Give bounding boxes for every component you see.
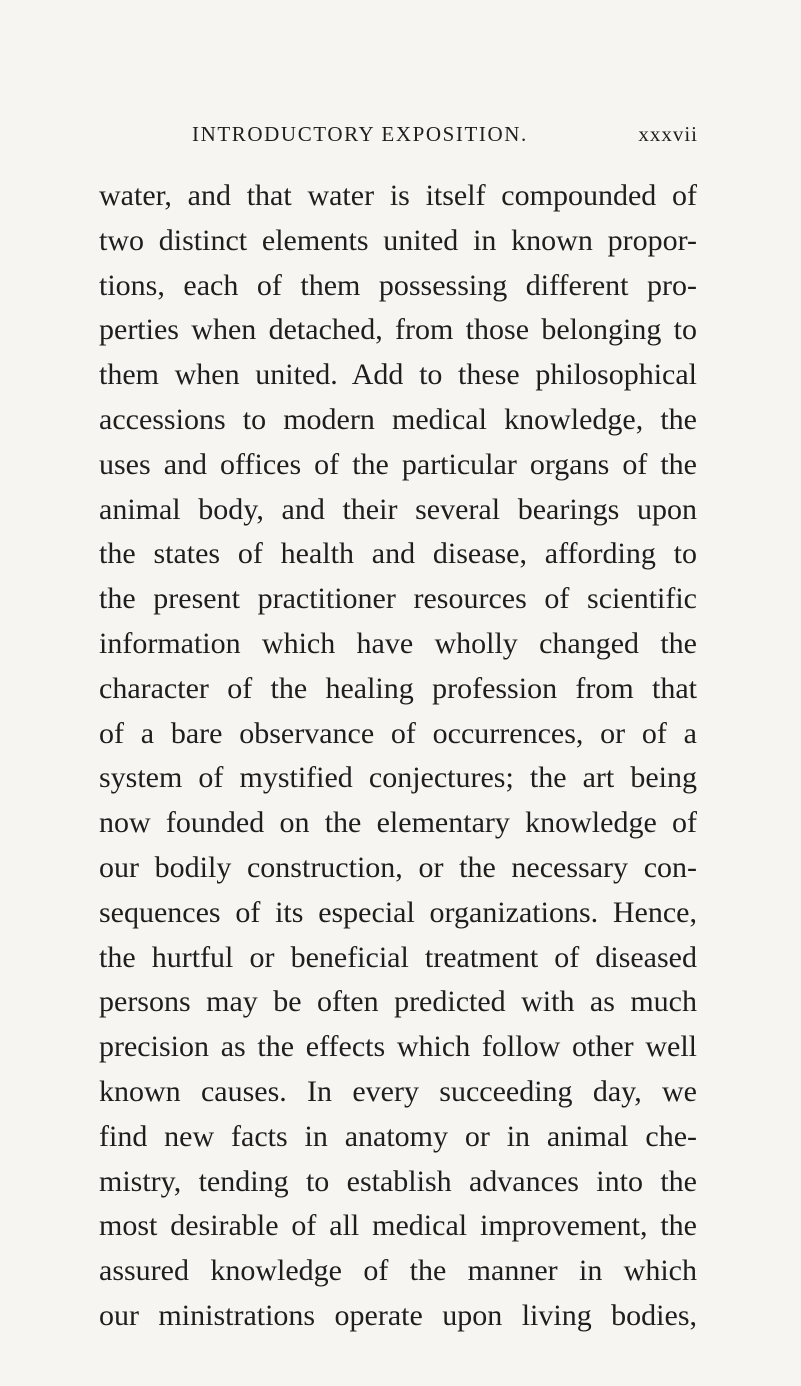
text-line: animal body, and their several bearings upon bbox=[99, 492, 697, 526]
text-line: the hurtful or beneficial treatment of diseased bbox=[99, 940, 697, 974]
text-line: information which have wholly changed the bbox=[99, 626, 697, 660]
text-line: the present practitioner resources of scientific bbox=[99, 582, 697, 616]
text-line: accessions to modern medical knowledge, the bbox=[99, 402, 697, 436]
text-line: them when united. Add to these philosophical bbox=[99, 358, 697, 392]
text-line: perties when detached, from those belonging to bbox=[99, 313, 697, 347]
text-line: known causes. In every succeeding day, we bbox=[99, 1074, 697, 1108]
text-line: precision as the effects which follow other well bbox=[99, 1030, 697, 1064]
text-line: character of the healing profession from that bbox=[99, 671, 697, 705]
page-number: xxxvii bbox=[638, 122, 698, 146]
text-line: our bodily construction, or the necessary con- bbox=[99, 850, 697, 884]
text-line: assured knowledge of the manner in which bbox=[99, 1254, 697, 1288]
body-text bbox=[99, 174, 697, 1339]
text-line: mistry, tending to establish advances into the bbox=[99, 1164, 697, 1198]
text-line: tions, each of them possessing different pro- bbox=[99, 268, 697, 302]
text-line: persons may be often predicted with as much bbox=[99, 985, 697, 1019]
text-line: now founded on the elementary knowledge of bbox=[99, 806, 697, 840]
running-head-title: INTRODUCTORY EXPOSITION. bbox=[192, 122, 528, 146]
text-line: sequences of its especial organizations. Hence, bbox=[99, 895, 697, 929]
running-head bbox=[192, 121, 698, 147]
text-line: find new facts in anatomy or in animal che- bbox=[99, 1119, 697, 1153]
text-line: our ministrations operate upon living bodies, bbox=[99, 1298, 697, 1332]
text-line: the states of health and disease, affording to bbox=[99, 537, 697, 571]
text-line: water, and that water is itself compounded of bbox=[99, 179, 697, 212]
text-line: system of mystified conjectures; the art being bbox=[99, 761, 697, 795]
text-line: two distinct elements united in known propor- bbox=[99, 223, 697, 257]
text-line: of a bare observance of occurrences, or of a bbox=[99, 716, 697, 750]
text-line: most desirable of all medical improvement, the bbox=[99, 1209, 697, 1243]
text-line: uses and offices of the particular organs of the bbox=[99, 447, 697, 481]
